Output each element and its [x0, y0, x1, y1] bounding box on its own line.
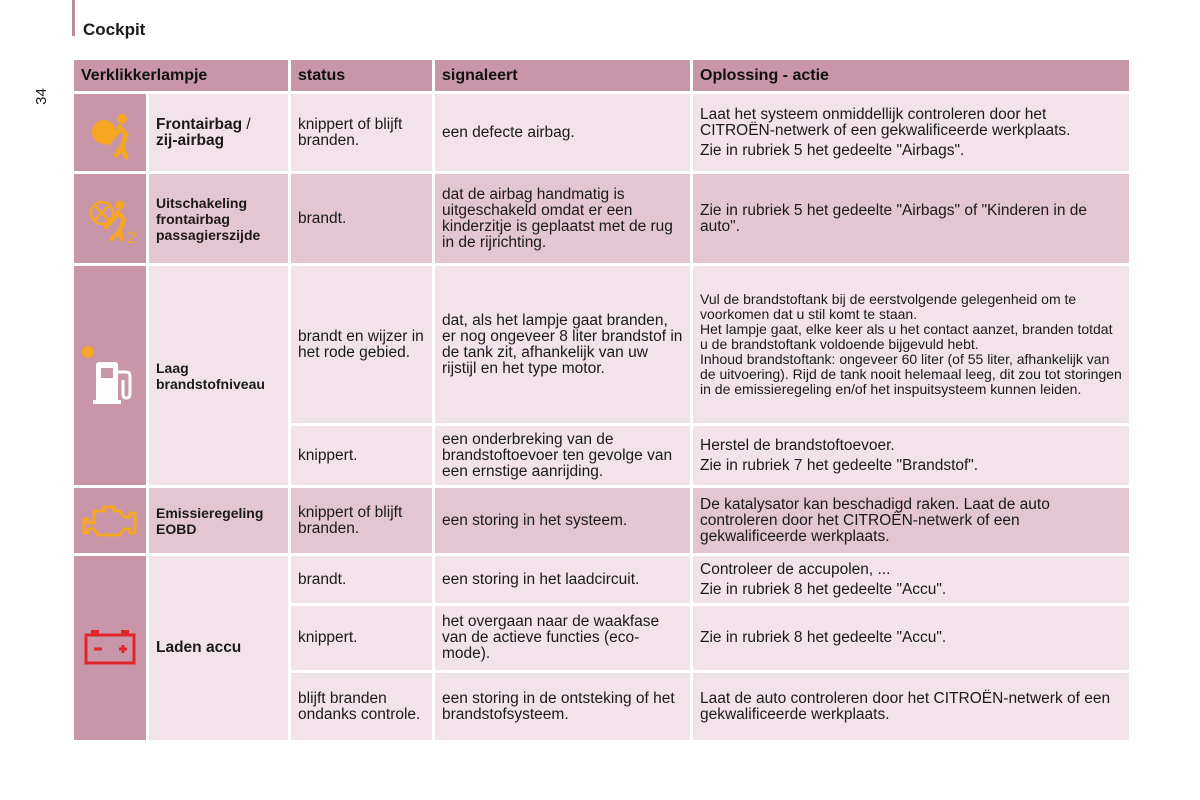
warning-lights-table: [71, 57, 1132, 743]
signal-cell: dat, als het lampje gaat branden, er nog ongeveer 8 liter brandstof in de tank zit, afhankelijk van uw rijstijl en het type motor.: [434, 265, 692, 425]
action-cell: Laat de auto controleren door het CITROËN-netwerk of een gekwalificeerde werkplaats.: [692, 672, 1131, 742]
table-row: [73, 487, 1131, 555]
lamp-name: Uitschakeling frontairbag passagierszijde: [148, 173, 290, 265]
icon-cell: [73, 173, 148, 265]
signal-cell: een storing in het laadcircuit.: [434, 555, 692, 605]
signal-cell: het overgaan naar de waakfase van de actieve functies (eco-mode).: [434, 605, 692, 672]
lamp-name: Laden accu: [148, 555, 290, 742]
signal-cell: een onderbreking van de brandstoftoevoer ten gevolge van een ernstige aanrijding.: [434, 425, 692, 487]
signal-cell: een storing in het systeem.: [434, 487, 692, 555]
airbag-disabled-icon: [74, 191, 146, 247]
table-header: [73, 59, 1131, 93]
side-rule: [72, 0, 75, 36]
lamp-name: Laag brandstofniveau: [148, 265, 290, 487]
table-row: [73, 173, 1131, 265]
icon-cell: [73, 93, 148, 173]
section-title: Cockpit: [83, 20, 146, 39]
action-cell: Controleer de accupolen, ... Zie in rubriek 8 het gedeelte "Accu".: [692, 555, 1131, 605]
status-cell: knippert of blijft branden.: [290, 93, 434, 173]
signal-cell: een storing in de ontsteking of het brandstofsysteem.: [434, 672, 692, 742]
col-header-signal: signaleert: [434, 59, 692, 93]
lamp-name: Emissieregeling EOBD: [148, 487, 290, 555]
status-cell: knippert of blijft branden.: [290, 487, 434, 555]
status-cell: brandt en wijzer in het rode gebied.: [290, 265, 434, 425]
lamp-name: Frontairbag / zij-airbag: [148, 93, 290, 173]
table-row: [73, 265, 1131, 425]
action-cell: Zie in rubriek 5 het gedeelte "Airbags" of "Kinderen in de auto".: [692, 173, 1131, 265]
table-row: [73, 555, 1131, 605]
engine-icon: [74, 501, 146, 541]
signal-cell: een defecte airbag.: [434, 93, 692, 173]
icon-cell: [73, 487, 148, 555]
airbag-warning-icon: [74, 105, 146, 161]
status-cell: brandt.: [290, 555, 434, 605]
action-cell: Vul de brandstoftank bij de eerstvolgende gelegenheid om te voorkomen dat u stil komt te staan. Het lampje gaat, elke keer als u het contact aanzet, branden totdat u de brandstoftank voldoende bijgevuld hebt. Inhoud brandstoftank: ongeveer 60 liter (of 55 liter, afhankelijk van de uitvoering). Rijd de tank nooit helemaal leeg, dit zou tot storingen in de emissieregeling en/of het inspuitsysteem kunnen leiden.: [692, 265, 1131, 425]
action-cell: Herstel de brandstoftoevoer. Zie in rubriek 7 het gedeelte "Brandstof".: [692, 425, 1131, 487]
status-cell: brandt.: [290, 173, 434, 265]
col-header-lamp: Verklikkerlampje: [73, 59, 290, 93]
status-cell: knippert.: [290, 605, 434, 672]
action-cell: Laat het systeem onmiddellijk controleren door het CITROËN-netwerk of een gekwalificeerde werkplaats. Zie in rubriek 5 het gedeelte "Airbags".: [692, 93, 1131, 173]
page-number: 34: [32, 88, 50, 105]
signal-cell: dat de airbag handmatig is uitgeschakeld omdat er een kinderzitje is geplaatst met de rug in de rijrichting.: [434, 173, 692, 265]
col-header-action: Oplossing - actie: [692, 59, 1131, 93]
fuel-pump-icon: [74, 344, 146, 408]
action-cell: Zie in rubriek 8 het gedeelte "Accu".: [692, 605, 1131, 672]
status-cell: knippert.: [290, 425, 434, 487]
svg-text:2: 2: [127, 227, 137, 247]
table-row: [73, 93, 1131, 173]
action-cell: De katalysator kan beschadigd raken. Laat de auto controleren door het CITROËN-netwerk of een gekwalificeerde werkplaats.: [692, 487, 1131, 555]
status-cell: blijft branden ondanks controle.: [290, 672, 434, 742]
col-header-status: status: [290, 59, 434, 93]
battery-icon: [74, 628, 146, 668]
icon-cell: [73, 265, 148, 487]
icon-cell: [73, 555, 148, 742]
